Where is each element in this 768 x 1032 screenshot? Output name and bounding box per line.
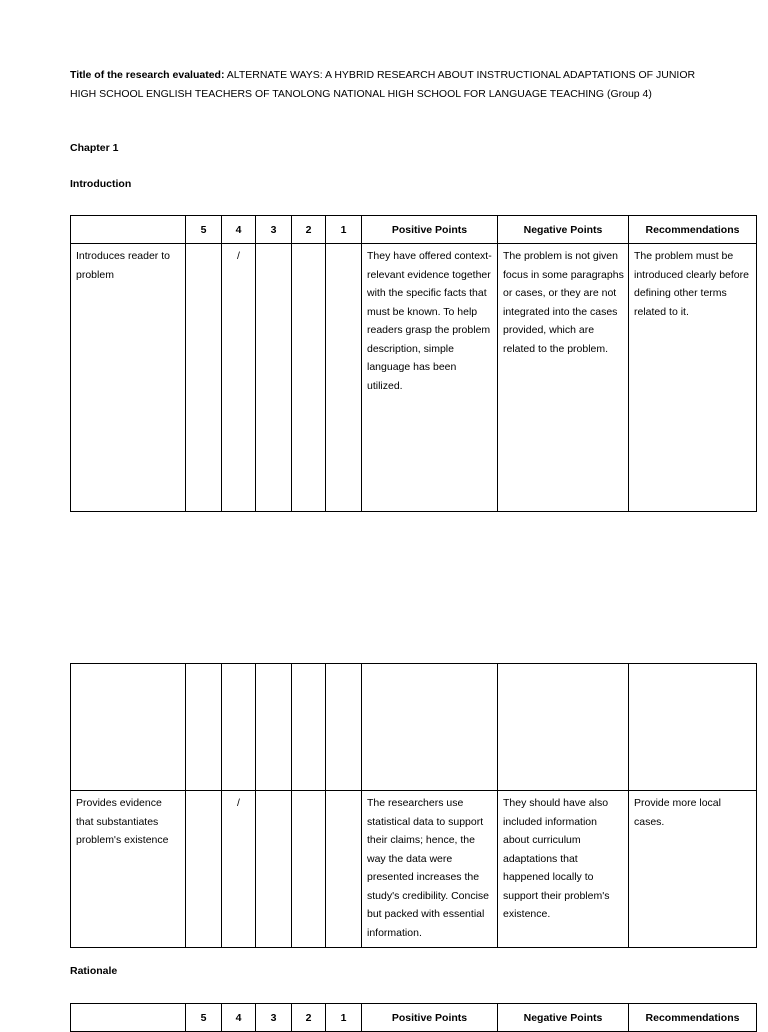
table-header-row <box>71 216 757 244</box>
header-score-2: 2 <box>292 216 326 244</box>
recommendations-cell <box>629 791 757 948</box>
header-score-4: 4 <box>222 1004 256 1032</box>
blank-cell <box>256 664 292 791</box>
score-2-cell <box>292 244 326 512</box>
header-recommendations: Recommendations <box>629 216 757 244</box>
header-score-4: 4 <box>222 216 256 244</box>
table-header-row <box>71 1004 757 1032</box>
score-1-mark <box>326 791 361 794</box>
score-5-mark <box>186 791 221 794</box>
score-4-cell <box>222 791 256 948</box>
blank-cell <box>326 664 362 791</box>
chapter-heading: Chapter 1 <box>70 142 119 154</box>
header-score-3: 3 <box>256 1004 292 1032</box>
header-score-3: 3 <box>256 216 292 244</box>
score-1-mark <box>326 244 361 247</box>
score-3-cell <box>256 244 292 512</box>
header-positive-points: Positive Points <box>362 216 498 244</box>
score-1-cell <box>326 244 362 512</box>
rationale-rubric-table <box>70 1003 757 1032</box>
header-criterion <box>71 1004 186 1032</box>
recommendations-cell <box>629 244 757 512</box>
blank-row <box>71 664 757 791</box>
table-row <box>71 244 757 512</box>
research-title <box>70 66 710 103</box>
score-4-mark: / <box>237 250 240 262</box>
negative-points-text: The problem is not given focus in some paragraphs or cases, or they are not integrated into the cases provided, which are related to the problem. <box>503 250 624 355</box>
rationale-heading: Rationale <box>70 965 118 977</box>
score-2-cell <box>292 791 326 948</box>
score-2-mark <box>292 244 325 247</box>
negative-points-text: They should have also included information about curriculum adaptations that happened locally to support their problem's existence. <box>503 797 610 920</box>
table-row <box>71 791 757 948</box>
criterion-text: Provides evidence that substantiates problem's existence <box>76 797 169 846</box>
introduction-heading: Introduction <box>70 178 132 190</box>
criterion-text: Introduces reader to problem <box>76 250 170 281</box>
blank-cell <box>71 664 186 791</box>
header-score-5: 5 <box>186 1004 222 1032</box>
positive-points-text: The researchers use statistical data to support their claims; hence, the way the data were presented increases the study's credibility. Concise but packed with essential information. <box>367 797 490 939</box>
research-title-text: ALTERNATE WAYS: A HYBRID RESEARCH ABOUT INSTRUCTIONAL ADAPTATIONS OF JUNIOR HIGH SCHOOL ENGLISH TEACHERS OF TANOLONG NATIONAL HIGH SCHOOL FOR LANGUAGE TEACHING (Group 4) <box>70 69 696 100</box>
introduction-rubric-table <box>70 215 757 512</box>
score-3-cell <box>256 791 292 948</box>
header-score-2: 2 <box>292 1004 326 1032</box>
header-score-1: 1 <box>326 1004 362 1032</box>
positive-points-text: They have offered context-relevant evidence together with the specific facts that must be known. To help readers grasp the problem description, simple language has been utilized. <box>367 250 492 392</box>
criterion-cell <box>71 791 186 948</box>
score-4-mark: / <box>237 797 240 809</box>
score-5-cell <box>186 791 222 948</box>
header-score-5: 5 <box>186 216 222 244</box>
blank-cell <box>629 664 757 791</box>
header-negative-points: Negative Points <box>498 1004 629 1032</box>
blank-cell <box>186 664 222 791</box>
score-3-mark <box>256 244 291 247</box>
header-score-1: 1 <box>326 216 362 244</box>
positive-points-cell <box>362 791 498 948</box>
recommendations-text: Provide more local cases. <box>634 797 721 828</box>
positive-points-cell <box>362 244 498 512</box>
header-recommendations: Recommendations <box>629 1004 757 1032</box>
negative-points-cell <box>498 791 629 948</box>
score-4-cell <box>222 244 256 512</box>
blank-cell <box>362 664 498 791</box>
header-positive-points: Positive Points <box>362 1004 498 1032</box>
blank-cell <box>292 664 326 791</box>
negative-points-cell <box>498 244 629 512</box>
recommendations-text: The problem must be introduced clearly before defining other terms related to it. <box>634 250 749 318</box>
blank-cell <box>222 664 256 791</box>
header-negative-points: Negative Points <box>498 216 629 244</box>
score-5-cell <box>186 244 222 512</box>
research-title-label: Title of the research evaluated: <box>70 69 225 81</box>
score-2-mark <box>292 791 325 794</box>
evidence-rubric-table <box>70 663 757 948</box>
score-1-cell <box>326 791 362 948</box>
score-5-mark <box>186 244 221 247</box>
header-criterion <box>71 216 186 244</box>
criterion-cell <box>71 244 186 512</box>
blank-cell <box>498 664 629 791</box>
score-3-mark <box>256 791 291 794</box>
